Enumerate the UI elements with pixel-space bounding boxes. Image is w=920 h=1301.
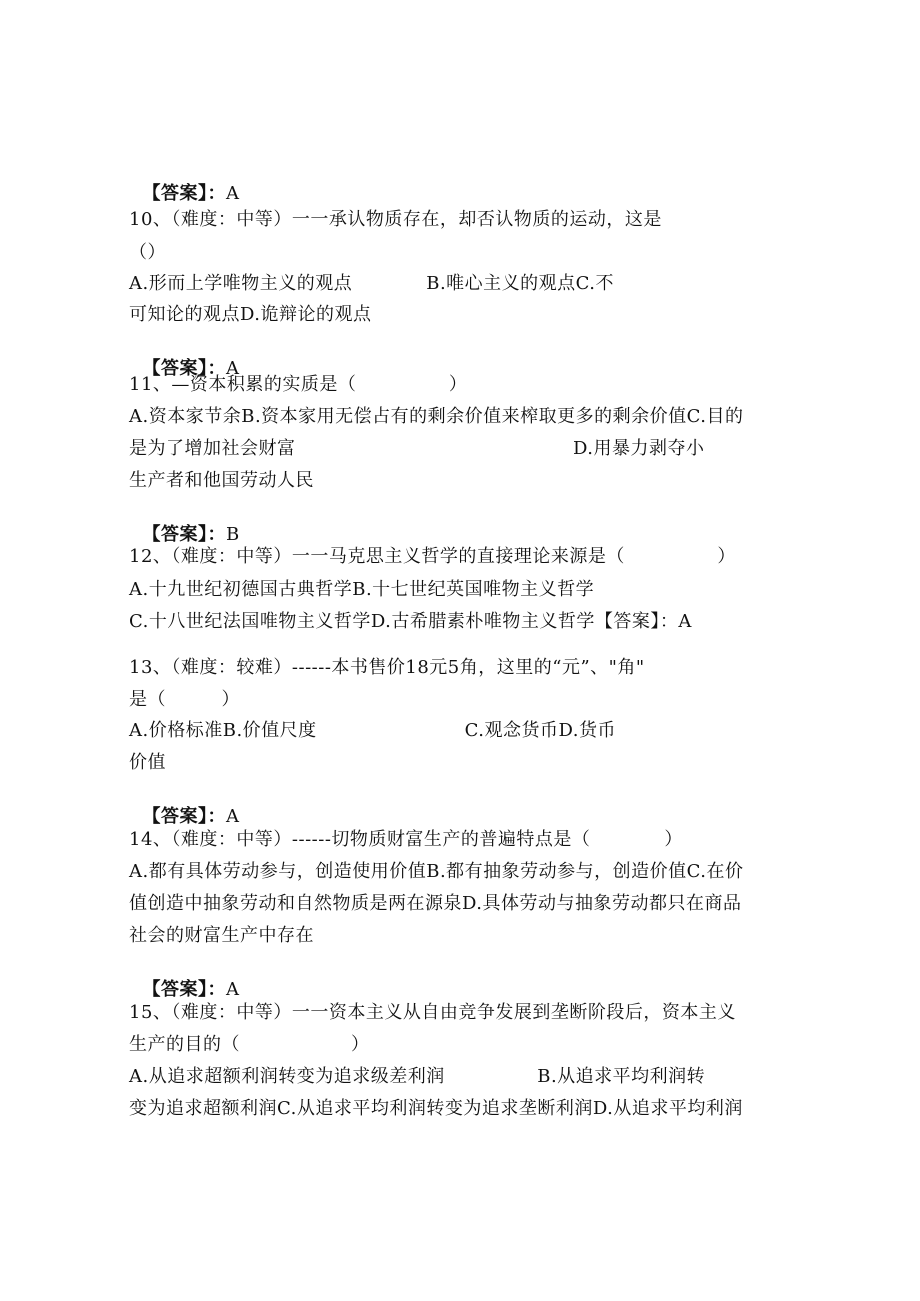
question-15-title: 15、（难度：中等）一一资本主义从自由竞争发展到垄断阶段后，资本主义 — [129, 1002, 736, 1023]
question-13-line-2: A.价格标准B.价值尺度 C.观念货币D.货币 — [129, 720, 617, 741]
question-13-title: 13、（难度：较难）------本书售价18元5角，这里的“元”、"角" — [129, 657, 645, 678]
question-10-title: 10、（难度：中等）一一承认物质存在，却否认物质的运动，这是 — [129, 209, 662, 230]
answer-value: A — [226, 183, 240, 204]
answer-label: 【答案】： — [142, 183, 227, 204]
question-11-line-3: 生产者和他国劳动人民 — [129, 470, 314, 491]
answer-label: 【答案】： — [142, 979, 227, 1000]
answer-value: A — [226, 806, 240, 827]
question-12-title: 12、（难度：中等）一一马克思主义哲学的直接理论来源是（ ） — [129, 546, 736, 567]
answer-value: A — [226, 979, 240, 1000]
question-13-line-1: 是（ ） — [129, 689, 240, 710]
question-15-line-1: 生产的目的（ ） — [129, 1034, 370, 1055]
answer-label: 【答案】： — [142, 524, 227, 545]
question-12-line-1: A.十九世纪初德国古典哲学B.十七世纪英国唯物主义哲学 — [129, 579, 595, 600]
question-13-line-3: 价值 — [129, 752, 166, 773]
answer-label: 【答案】： — [142, 358, 227, 379]
question-10-line-3: 可知论的观点D.诡辩论的观点 — [129, 304, 372, 325]
question-15-line-3: 变为追求超额利润C.从追求平均利润转变为追求垄断利润D.从追求平均利润 — [129, 1098, 743, 1119]
question-14-line-1: A.都有具体劳动参与，创造使用价值B.都有抽象劳动参与，创造价值C.在价 — [129, 861, 744, 882]
question-11-line-2: 是为了增加社会财富 D.用暴力剥夺小 — [129, 438, 705, 459]
question-11-line-1: A.资本家节余B.资本家用无偿占有的剩余价值来榨取更多的剩余价值C.目的 — [129, 406, 744, 427]
answer-label: 【答案】： — [142, 806, 227, 827]
question-14-line-2: 值创造中抽象劳动和自然物质是两在源泉D.具体劳动与抽象劳动都只在商品 — [129, 893, 742, 914]
answer-line — [129, 784, 240, 828]
question-14-title: 14、（难度：中等）------切物质财富生产的普遍特点是（ ） — [129, 829, 683, 850]
answer-line — [129, 161, 240, 205]
question-12-line-2: C.十八世纪法国唯物主义哲学D.古希腊素朴唯物主义哲学【答案】：A — [129, 611, 692, 632]
question-15-line-2: A.从追求超额利润转变为追求级差利润 B.从追求平均利润转 — [129, 1066, 706, 1087]
question-14-line-3: 社会的财富生产中存在 — [129, 925, 314, 946]
answer-line — [129, 502, 240, 546]
answer-value: B — [226, 524, 240, 545]
answer-line — [129, 957, 240, 1001]
question-10-line-1: （） — [129, 242, 166, 263]
answer-value: A — [226, 358, 240, 379]
question-10-line-2: A.形而上学唯物主义的观点 B.唯心主义的观点C.不 — [129, 273, 615, 294]
question-11-title: 11、—资本积累的实质是（ ） — [129, 374, 468, 395]
